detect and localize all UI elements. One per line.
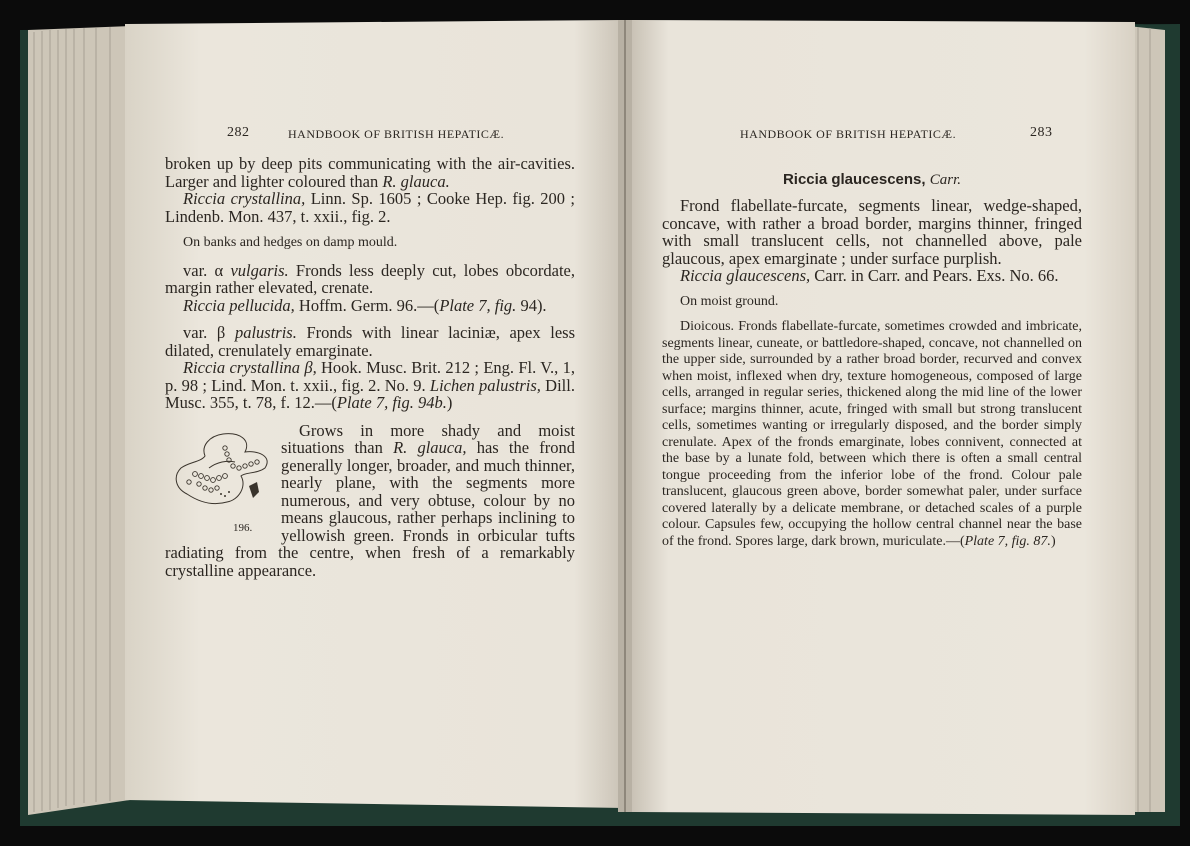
- right-description: Dioicous. Fronds flabellate-furcate, sometimes crowded and imbricate, segments linear, cuneate, or battledore-shaped, concave, not channelled on the upper side, surrounded by a rather broad border, recurved and convex when moist, inflexed when dry, texture homogeneous, composed of large cells, arranged in regular series, thickened along the mid line of the lower surface; margins thinner, acute, fringed with small but strong translucent cells, sometimes wanting or irregularly disposed, and the border simply crenulate. Apex of the fronds emarginate, lobes connivent, connected at the base by a lunate fold, between which there is often a small central tongue proceeding from the inferior lobe of the frond. Colour pale translucent, glaucous green above, border somewhat paler, under surface covered laterally by a delicate membrane, or detached scales of a purple colour. Capsules few, occupying the hollow central channel near the base of the frond. Spores large, dark brown, muriculate.—(Plate 7, fig. 87.): [662, 319, 1082, 549]
- right-page: [662, 125, 1082, 550]
- left-running-head: [165, 125, 575, 147]
- riccia-frond-illustration: [165, 422, 275, 534]
- left-body: [165, 155, 575, 225]
- left-page-number: 282: [227, 125, 250, 140]
- figure-196: [165, 422, 275, 534]
- left-page: [165, 125, 575, 579]
- right-running-head: [662, 125, 1082, 147]
- variety-beta: var. β palustris. Fronds with linear laciniæ, apex less dilated, crenulately emarginate. Riccia crystallina β, Hook. Musc. Brit. 212 ; Eng. Fl. V., 1, p. 98 ; Lind. Mon. t. xxii., fig. 2. No. 9. Lichen palustris, Dill. Musc. 355, t. 78, f. 12.—(Plate 7, fig. 94b.): [165, 323, 575, 412]
- species-heading: Riccia glaucescens, Carr.: [782, 171, 962, 188]
- left-running-title: HANDBOOK OF BRITISH HEPATICÆ.: [288, 127, 505, 141]
- right-running-title: HANDBOOK OF BRITISH HEPATICÆ.: [740, 127, 957, 141]
- synonymy-paragraph: Riccia crystallina, Linn. Sp. 1605 ; Cooke Hep. fig. 200 ; Lindenb. Mon. 437, t. xxii., fig. 2.: [165, 189, 575, 226]
- right-diagnosis: Frond flabellate-furcate, segments linear, wedge-shaped, concave, with rather a broad border, margins thinner, fringed with small translucent cells, not channelled above, pale glaucous, apex emarginate ; under surface purplish. Riccia glaucescens, Carr. in Carr. and Pears. Exs. No. 66.: [662, 196, 1082, 285]
- right-page-number: 283: [1030, 125, 1053, 140]
- continued-paragraph: broken up by deep pits communicating with the air-cavities. Larger and lighter coloured than R. glauca.: [165, 154, 575, 191]
- figure-number: 196.: [233, 521, 253, 534]
- grows-paragraph: 196. Grows in more shady and moist situations than R. glauca, has the frond generally longer, broader, and much thinner, nearly plane, with the segments more numerous, and very obtuse, colour by no means glaucous, rather perhaps inclining to yellowish green. Fronds in orbicular tufts radiating from the centre, when fresh of a remarkably crystalline appearance.: [165, 420, 575, 580]
- variety-alpha: var. α vulgaris. Fronds less deeply cut, lobes obcordate, margin rather elevated, crenate. Riccia pellucida, Hoffm. Germ. 96.—(Plate 7, fig. 94).: [165, 260, 576, 315]
- left-habitat: On banks and hedges on damp mould.: [183, 235, 398, 250]
- right-habitat: On moist ground.: [680, 293, 779, 309]
